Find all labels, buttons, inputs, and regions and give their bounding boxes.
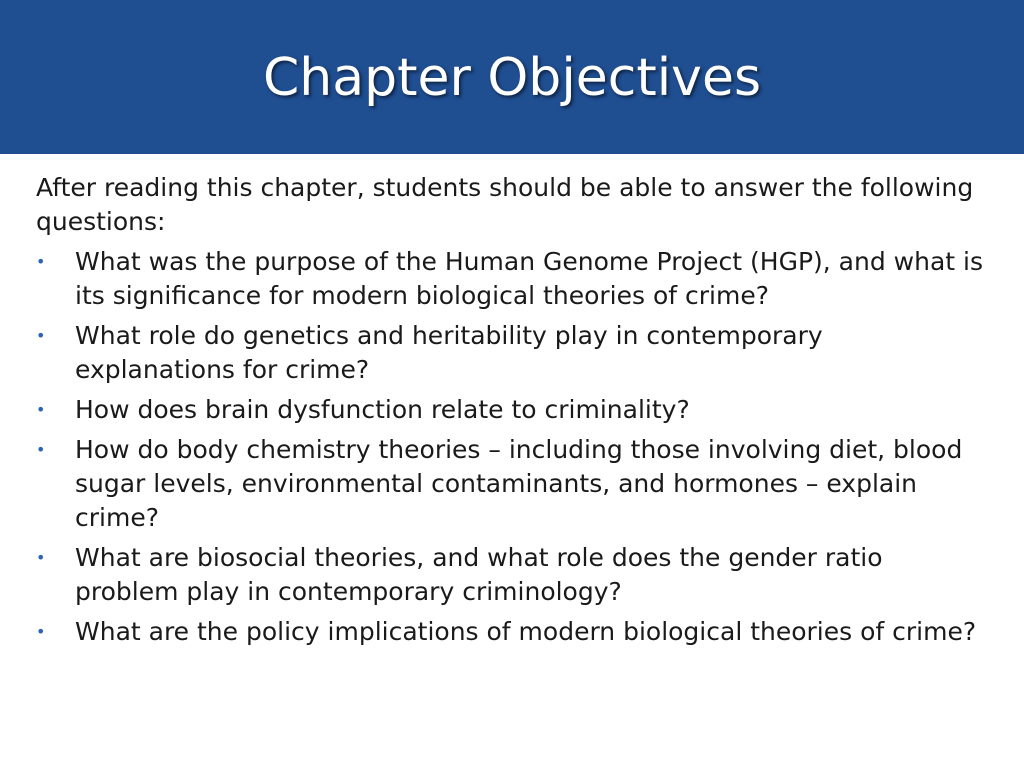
slide-body: [36, 171, 986, 655]
list-item: [36, 393, 986, 427]
bullet-icon: •: [36, 622, 46, 641]
objective-text: What role do genetics and heritability play in contemporary explanations for crime?: [75, 321, 823, 384]
intro-text: After reading this chapter, students should be able to answer the following questions:: [36, 173, 974, 236]
bullet-icon: •: [36, 252, 46, 271]
objective-text: How does brain dysfunction relate to criminality?: [75, 395, 690, 424]
bullet-icon: •: [36, 548, 46, 567]
objective-text: How do body chemistry theories – including those involving diet, blood sugar levels, environmental contaminants, and hormones – explain crime?: [75, 435, 963, 532]
title-bar: [0, 0, 1024, 154]
bullet-icon: •: [36, 326, 46, 345]
list-item: [36, 541, 986, 609]
objective-text: What was the purpose of the Human Genome Project (HGP), and what is its significance for modern biological theories of crime?: [75, 247, 983, 310]
slide-title: Chapter Objectives: [262, 48, 762, 108]
objective-text: What are the policy implications of modern biological theories of crime?: [75, 617, 977, 646]
list-item: [36, 615, 986, 649]
bullet-icon: •: [36, 400, 46, 419]
bullet-icon: •: [36, 440, 46, 459]
objective-text: What are biosocial theories, and what role does the gender ratio problem play in contemporary criminology?: [75, 543, 883, 606]
objectives-list: [36, 245, 986, 649]
list-item: [36, 245, 986, 313]
list-item: [36, 319, 986, 387]
list-item: [36, 433, 986, 535]
